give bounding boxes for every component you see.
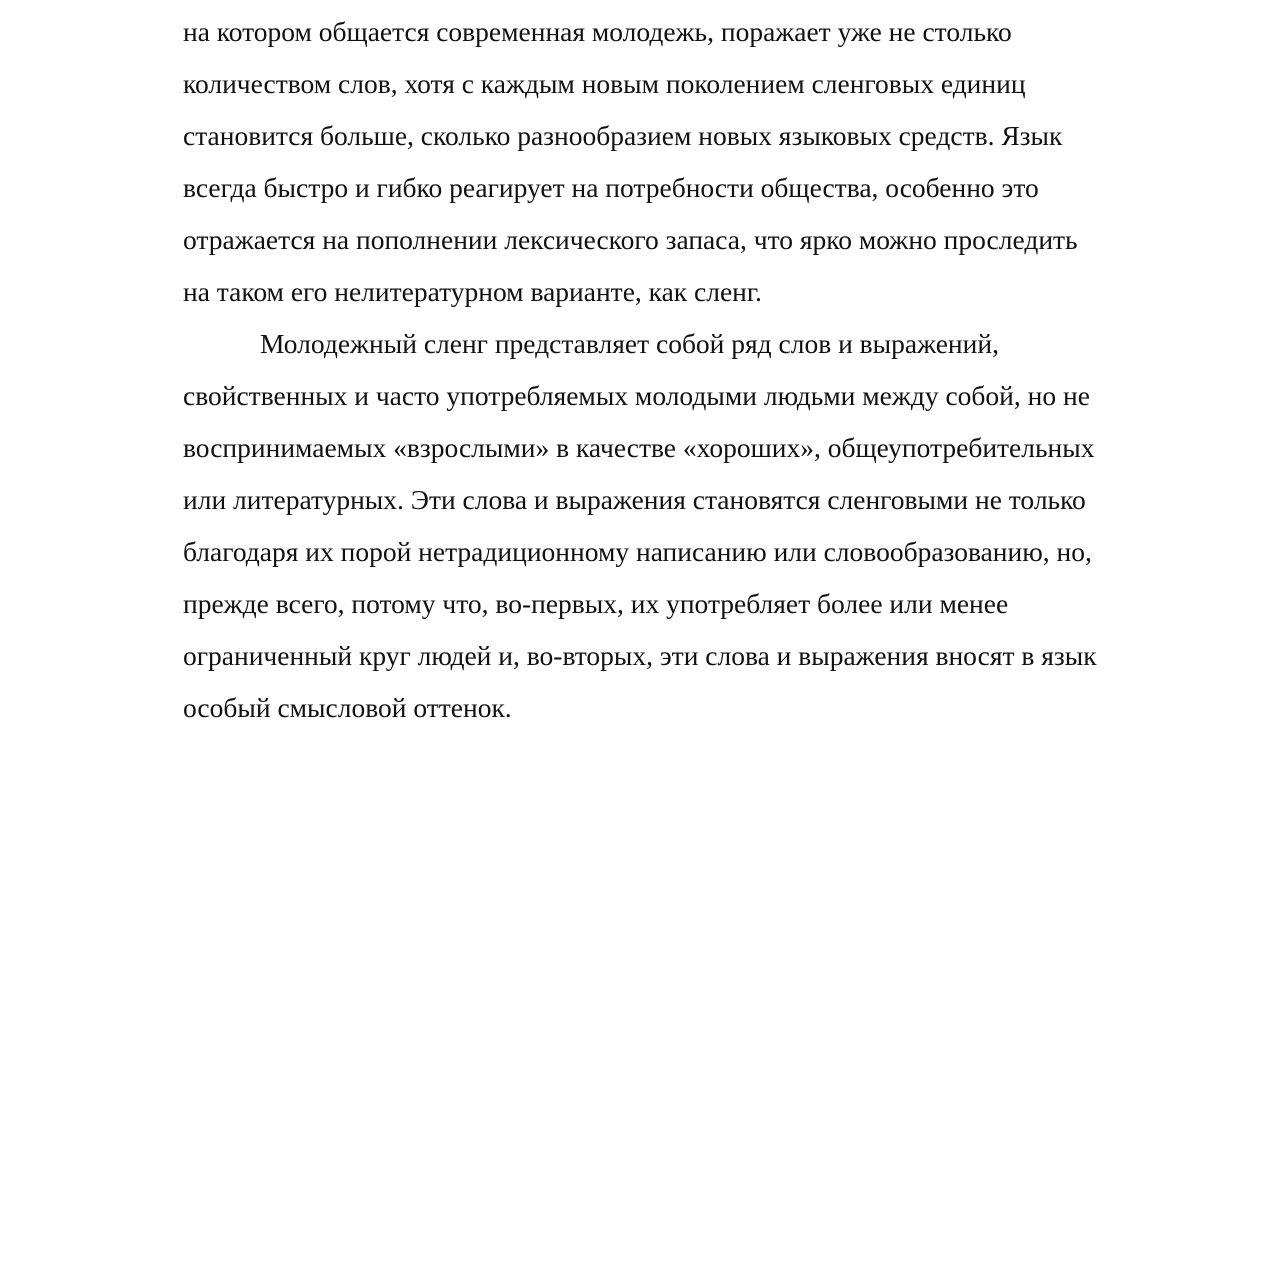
text-line: особый смысловой оттенок. [183, 692, 512, 723]
paragraph-1 [183, 6, 1203, 318]
paragraph-2 [183, 318, 1203, 734]
text-line: ограниченный круг людей и, во-вторых, эти слова и выражения вносят в язык [183, 640, 1097, 671]
text-line: прежде всего, потому что, во-первых, их употребляет более или менее [183, 588, 1009, 619]
text-line: количеством слов, хотя с каждым новым поколением сленговых единиц [183, 68, 1026, 99]
text-line-indented: Молодежный сленг представляет собой ряд слов и выражений, [260, 328, 999, 359]
text-line: всегда быстро и гибко реагирует на потребности общества, особенно это [183, 172, 1039, 203]
text-line: отражается на пополнении лексического запаса, что ярко можно проследить [183, 224, 1078, 255]
text-line: становится больше, сколько разнообразием новых языковых средств. Язык [183, 120, 1063, 151]
text-line: на таком его нелитературном варианте, как сленг. [183, 276, 762, 307]
text-line: или литературных. Эти слова и выражения становятся сленговыми не только [183, 484, 1086, 515]
document-body [183, 6, 1203, 734]
text-line: благодаря их порой нетрадиционному написанию или словообразованию, но, [183, 536, 1092, 567]
text-line: на котором общается современная молодежь, поражает уже не столько [183, 16, 1012, 47]
text-line: воспринимаемых «взрослыми» в качестве «хороших», общеупотребительных [183, 432, 1095, 463]
text-line: свойственных и часто употребляемых молодыми людьми между собой, но не [183, 380, 1090, 411]
